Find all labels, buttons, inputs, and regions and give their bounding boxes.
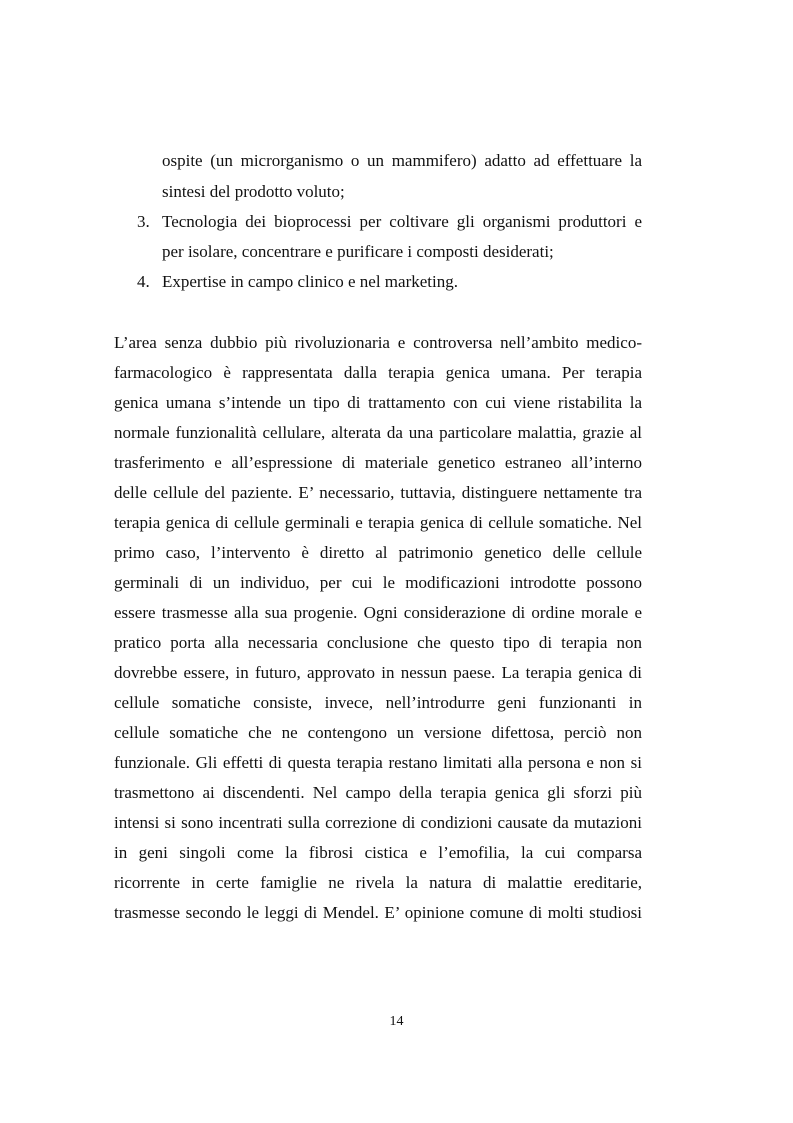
list-continuation-line: sintesi del prodotto voluto; (162, 182, 345, 201)
paragraph-line: primo caso, l’intervento è diretto al patrimonio genetico delle cellule (114, 543, 642, 562)
paragraph-line: cellule somatiche consiste, invece, nell’introdurre geni funzionanti in (114, 693, 642, 712)
paragraph-line: farmacologico è rappresentata dalla terapia genica umana. Per terapia (114, 363, 642, 382)
paragraph-line: essere trasmesse alla sua progenie. Ogni considerazione di ordine morale e (114, 603, 642, 622)
paragraph-line: funzionale. Gli effetti di questa terapia restano limitati alla persona e non si (114, 753, 642, 772)
paragraph-line: pratico porta alla necessaria conclusione che questo tipo di terapia non (114, 633, 642, 652)
paragraph-line: L’area senza dubbio più rivoluzionaria e controversa nell’ambito medico- (114, 333, 642, 352)
paragraph-line: cellule somatiche che ne contengono un versione difettosa, perciò non (114, 723, 642, 742)
paragraph-line: trasmesse secondo le leggi di Mendel. E’ opinione comune di molti studiosi (114, 903, 642, 922)
paragraph-line: intensi si sono incentrati sulla correzione di condizioni causate da mutazioni (114, 813, 642, 832)
page-number: 14 (389, 1014, 404, 1029)
paragraph-line: ricorrente in certe famiglie ne rivela la natura di malattie ereditarie, (114, 873, 642, 892)
list-item-number: 4. (137, 272, 150, 291)
list-item-line: Tecnologia dei bioprocessi per coltivare gli organismi produttori e (162, 212, 642, 231)
paragraph-line: delle cellule del paziente. E’ necessario, tuttavia, distinguere nettamente tra (114, 483, 642, 502)
paragraph-line: germinali di un individuo, per cui le modificazioni introdotte possono (114, 573, 642, 592)
paragraph-line: in geni singoli come la fibrosi cistica e l’emofilia, la cui comparsa (114, 843, 642, 862)
paragraph-line: trasferimento e all’espressione di materiale genetico estraneo all’interno (114, 453, 642, 472)
paragraph-line: trasmettono ai discendenti. Nel campo della terapia genica gli sforzi più (114, 783, 642, 802)
paragraph-line: normale funzionalità cellulare, alterata da una particolare malattia, grazie al (114, 423, 642, 442)
list-continuation-line: ospite (un microrganismo o un mammifero) adatto ad effettuare la (162, 151, 642, 170)
list-item-line: per isolare, concentrare e purificare i composti desiderati; (162, 242, 554, 261)
list-item-number: 3. (137, 212, 150, 231)
list-item-line: Expertise in campo clinico e nel marketing. (162, 272, 458, 291)
paragraph-line: dovrebbe essere, in futuro, approvato in nessun paese. La terapia genica di (114, 663, 642, 682)
paragraph-line: terapia genica di cellule germinali e terapia genica di cellule somatiche. Nel (114, 513, 642, 532)
paragraph-line: genica umana s’intende un tipo di trattamento con cui viene ristabilita la (114, 393, 642, 412)
